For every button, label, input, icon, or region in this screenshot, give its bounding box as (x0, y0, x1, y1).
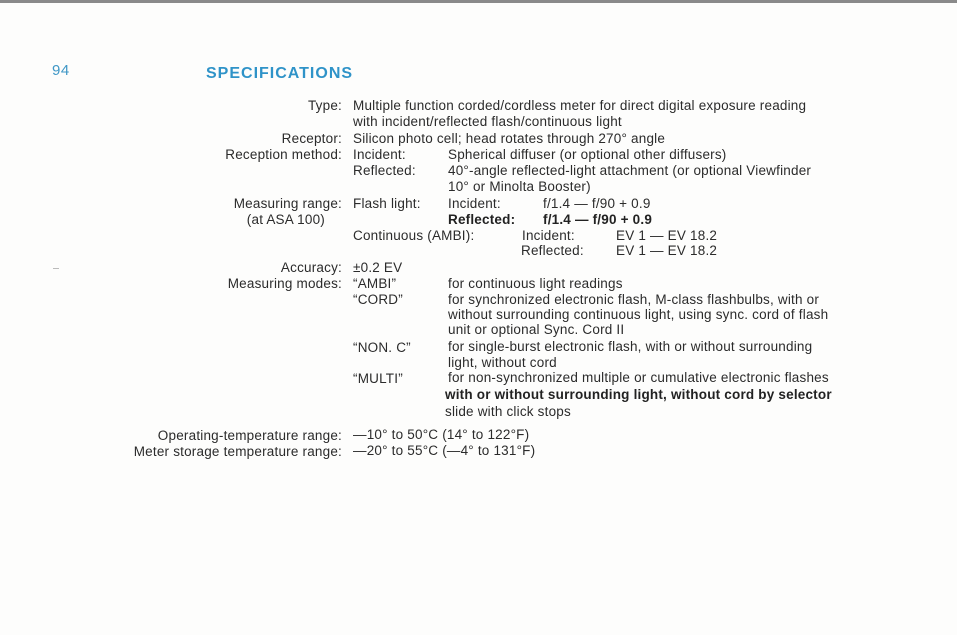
top-border (0, 0, 957, 3)
reception-reflected-value-line2: 10° or Minolta Booster) (448, 179, 591, 194)
flash-incident-value: f/1.4 — f/90 + 0.9 (543, 196, 651, 211)
page-title: SPECIFICATIONS (206, 65, 354, 82)
type-value-line2: with incident/reflected flash/continuous light (353, 114, 622, 129)
measuring-modes-label: Measuring modes: (227, 276, 342, 291)
flash-reflected-label: Reflected: (448, 212, 516, 227)
reception-reflected-label: Reflected: (353, 163, 416, 178)
accuracy-value: ±0.2 EV (353, 260, 403, 275)
flash-reflected-value: f/1.4 — f/90 + 0.9 (543, 212, 653, 227)
continuous-incident-label: Incident: (522, 228, 575, 243)
storage-temp-label: Meter storage temperature range: (133, 444, 342, 459)
mode-multi-desc-line1: for non-synchronized multiple or cumulative electronic flashes (448, 370, 829, 385)
mode-multi-desc-line3: slide with click stops (445, 404, 571, 419)
flash-light-label: Flash light: (353, 196, 421, 211)
continuous-label: Continuous (AMBI): (353, 228, 475, 243)
type-value-line1: Multiple function corded/cordless meter for direct digital exposure reading (353, 98, 807, 113)
continuous-reflected-value: EV 1 — EV 18.2 (616, 243, 718, 258)
receptor-value: Silicon photo cell; head rotates through 270° angle (353, 131, 666, 146)
mode-multi-name: “MULTI” (353, 371, 403, 386)
mode-nonc-name: “NON. C” (353, 340, 411, 355)
reception-method-label: Reception method: (225, 147, 342, 162)
flash-incident-label: Incident: (448, 196, 501, 211)
mode-cord-desc-line2: without surrounding continuous light, using sync. cord of flash (448, 307, 829, 322)
page-number: 94 (52, 62, 70, 79)
reception-reflected-value-line1: 40°-angle reflected-light attachment (or optional Viewfinder (448, 163, 812, 178)
continuous-reflected-label: Reflected: (521, 243, 584, 258)
receptor-label: Receptor: (281, 131, 342, 146)
mode-ambi-desc: for continuous light readings (448, 276, 623, 291)
reception-incident-label: Incident: (353, 147, 406, 162)
accuracy-label: Accuracy: (280, 260, 342, 275)
mode-nonc-desc-line1: for single-burst electronic flash, with or without surrounding (448, 339, 813, 354)
mode-cord-desc-line1: for synchronized electronic flash, M-class flashbulbs, with or (448, 292, 820, 307)
operating-temp-label: Operating-temperature range: (157, 428, 342, 443)
reception-incident-value: Spherical diffuser (or optional other diffusers) (448, 147, 727, 162)
mode-cord-name: “CORD” (353, 292, 403, 307)
storage-temp-value: —20° to 55°C (—4° to 131°F) (353, 443, 536, 458)
mode-multi-desc-line2: with or without surrounding light, without cord by selector (445, 387, 832, 402)
margin-mark (53, 268, 59, 269)
mode-cord-desc-line3: unit or optional Sync. Cord II (448, 322, 625, 337)
mode-nonc-desc-line2: light, without cord (448, 355, 557, 370)
type-label: Type: (307, 98, 342, 113)
measuring-range-sublabel: (at ASA 100) (246, 212, 325, 227)
measuring-range-label: Measuring range: (233, 196, 342, 211)
operating-temp-value: —10° to 50°C (14° to 122°F) (353, 427, 530, 442)
mode-ambi-name: “AMBI” (353, 276, 397, 291)
continuous-incident-value: EV 1 — EV 18.2 (616, 228, 718, 243)
